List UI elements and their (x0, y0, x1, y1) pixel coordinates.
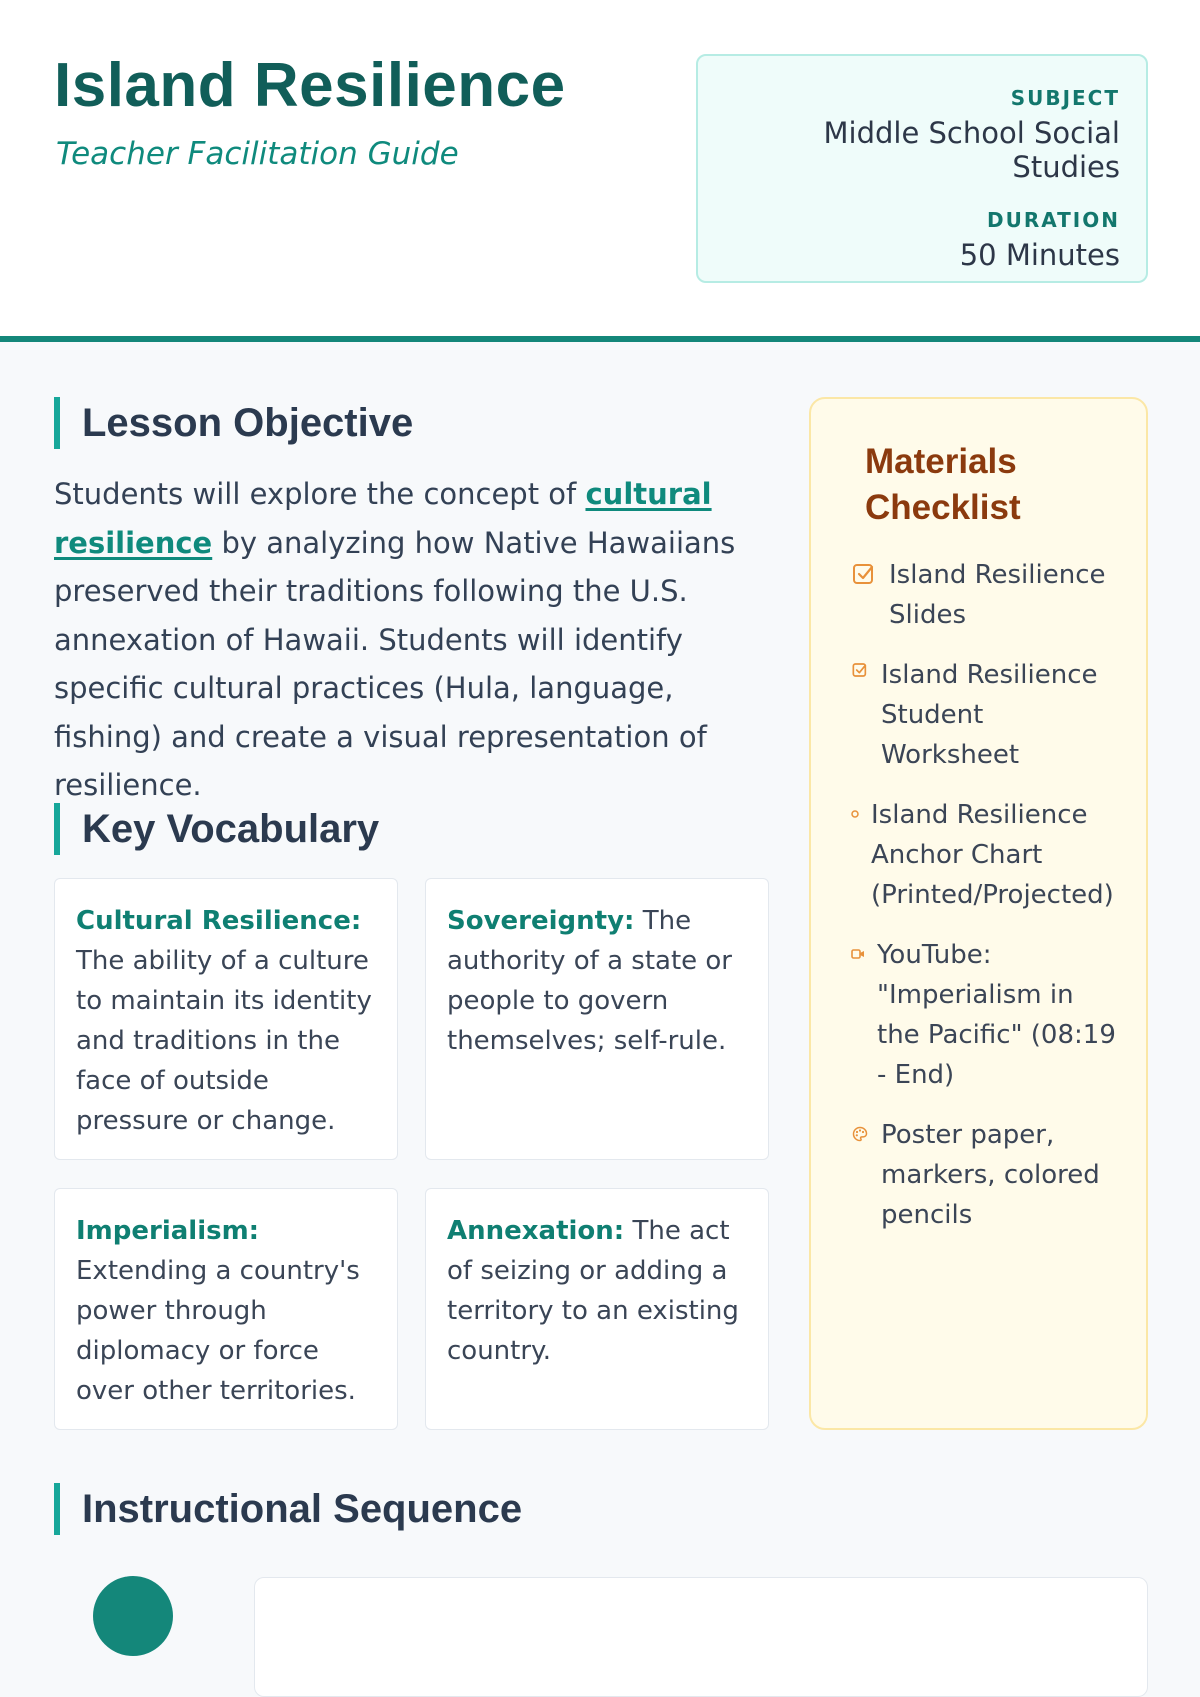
checkbox-icon (851, 662, 869, 678)
lesson-meta-box (696, 54, 1148, 283)
subject-label: SUBJECT (1010, 86, 1120, 110)
vocab-card (425, 878, 769, 1160)
palette-icon (851, 1126, 869, 1142)
step-number-badge (93, 1576, 173, 1656)
subject-value: Middle School Social Studies (823, 116, 1120, 184)
objective-heading: Lesson Objective (54, 397, 413, 449)
materials-item (851, 795, 1116, 915)
materials-item-label: Island Resilience Slides (889, 560, 1106, 630)
vocab-card (54, 878, 398, 1160)
vocab-term: Imperialism: (76, 1216, 260, 1246)
checkbox-icon (851, 562, 877, 586)
materials-item (851, 935, 1116, 1095)
materials-item-label: Island Resilience Anchor Chart (Printed/Projected) (871, 800, 1114, 910)
materials-item-label: YouTube: "Imperialism in the Pacific" (08:19 - End) (877, 940, 1116, 1090)
vocab-definition: The authority of a state or people to govern themselves; self-rule. (447, 906, 732, 1056)
vocab-term: Cultural Resilience: (76, 906, 362, 936)
vocabulary-heading: Key Vocabulary (54, 803, 379, 855)
objective-key-term: cultural resilience (54, 477, 712, 560)
vocab-card (54, 1188, 398, 1430)
vocab-card (425, 1188, 769, 1430)
materials-item-label: Island Resilience Student Worksheet (881, 660, 1098, 770)
sequence-step-card (254, 1577, 1148, 1697)
objective-text (54, 470, 774, 810)
vocab-term: Sovereignty: (447, 906, 635, 936)
page-header (0, 0, 1200, 342)
objective-text-after: by analyzing how Native Hawaiians preserved their traditions following the U.S. annexation of Hawaii. Students will identify specific cultural practices (Hula, language, fishing) and create a visual representation of resilience. (54, 525, 736, 802)
materials-item (851, 1115, 1116, 1235)
materials-item (851, 655, 1116, 775)
materials-item-label: Poster paper, markers, colored pencils (881, 1120, 1100, 1230)
vocab-definition: The ability of a culture to maintain its identity and traditions in the face of outside pressure or change. (76, 946, 372, 1136)
page-title: Island Resilience (54, 51, 566, 120)
vocab-definition: The act of seizing or adding a territory to an existing country. (447, 1216, 739, 1366)
duration-value: 50 Minutes (959, 238, 1120, 272)
page-subtitle: Teacher Facilitation Guide (56, 136, 459, 172)
vocab-term: Annexation: (447, 1216, 625, 1246)
sequence-heading: Instructional Sequence (54, 1483, 522, 1535)
materials-item (851, 555, 1116, 635)
objective-text-before: Students will explore the concept of (54, 477, 586, 511)
duration-label: DURATION (987, 208, 1120, 232)
dot-icon (851, 810, 859, 818)
vocab-definition: Extending a country's power through diplomacy or force over other territories. (76, 1256, 360, 1406)
materials-title: Materials Checklist (865, 442, 1021, 527)
materials-checklist (809, 397, 1148, 1430)
video-icon (851, 948, 865, 960)
